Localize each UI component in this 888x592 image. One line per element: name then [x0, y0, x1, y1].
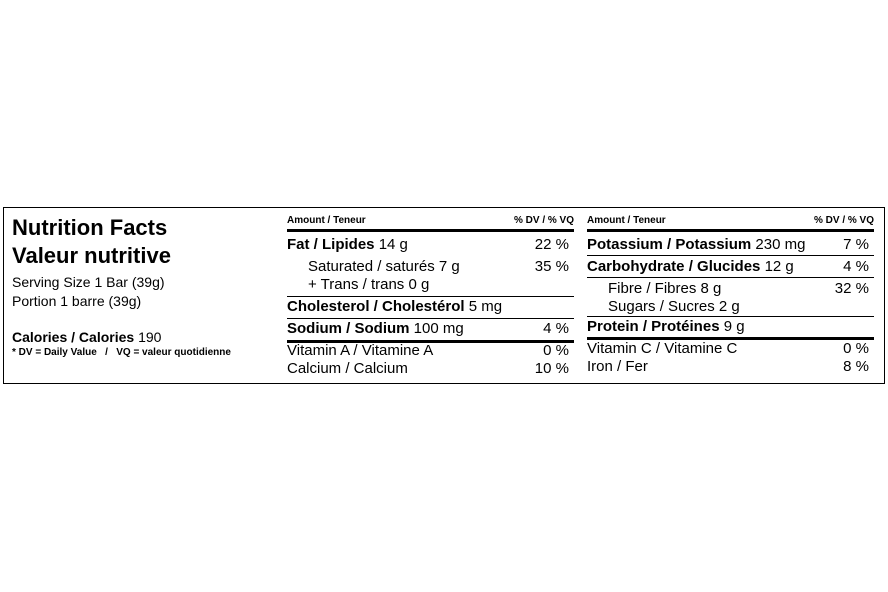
potassium-dv: 7 % — [843, 236, 869, 253]
col2-rule-2 — [587, 277, 874, 278]
cholesterol-amount: 5 mg — [468, 298, 503, 315]
potassium-label: Potassium / Potassium — [587, 236, 752, 253]
calories-label: Calories / Calories — [12, 329, 135, 345]
col2-amount-header: Amount / Teneur — [587, 215, 666, 226]
fibre-label: Fibre / Fibres 8 g — [608, 280, 722, 297]
col1-rule-1 — [287, 296, 574, 297]
title-french: Valeur nutritive — [12, 243, 171, 268]
fat-row — [287, 237, 408, 252]
vitamin-c-label: Vitamin C / Vitamine C — [587, 340, 738, 357]
col1-rule-2 — [287, 318, 574, 319]
sodium-row — [287, 321, 464, 336]
fat-amount: 14 g — [378, 236, 408, 253]
potassium-row — [587, 237, 805, 252]
vitamin-c-dv: 0 % — [843, 340, 869, 357]
sugars-label: Sugars / Sucres 2 g — [608, 298, 740, 315]
cholesterol-row — [287, 299, 502, 314]
col2-rule-3 — [587, 316, 874, 317]
fat-dv: 22 % — [534, 236, 569, 253]
col2-rule-1 — [587, 255, 874, 256]
col1-dv-header: % DV / % VQ — [513, 215, 574, 226]
vitamin-a-dv: 0 % — [543, 342, 569, 359]
protein-amount: 9 g — [723, 318, 745, 335]
col1-amount-header: Amount / Teneur — [287, 215, 366, 226]
cholesterol-label: Cholesterol / Cholestérol — [287, 298, 465, 315]
saturated-dv: 35 % — [534, 258, 569, 275]
serving-size-french: Portion 1 barre (39g) — [12, 293, 142, 309]
calories-value: 190 — [138, 329, 162, 345]
sodium-label: Sodium / Sodium — [287, 320, 410, 337]
fibre-dv: 32 % — [834, 280, 869, 297]
col2-thick-rule — [587, 229, 874, 232]
iron-dv: 8 % — [843, 358, 869, 375]
sodium-dv: 4 % — [543, 320, 569, 337]
trans-label: + Trans / trans 0 g — [308, 276, 430, 293]
carbohydrate-amount: 12 g — [764, 258, 794, 275]
potassium-amount: 230 mg — [755, 236, 806, 253]
protein-row — [587, 319, 745, 334]
calcium-dv: 10 % — [534, 360, 569, 377]
sodium-amount: 100 mg — [413, 320, 464, 337]
protein-label: Protein / Protéines — [587, 318, 720, 335]
fat-label: Fat / Lipides — [287, 236, 375, 253]
carbohydrate-dv: 4 % — [843, 258, 869, 275]
serving-size-english: Serving Size 1 Bar (39g) — [12, 274, 165, 290]
carbohydrate-label: Carbohydrate / Glucides — [587, 258, 761, 275]
saturated-label: Saturated / saturés 7 g — [308, 258, 460, 275]
col2-dv-header: % DV / % VQ — [813, 215, 874, 226]
calcium-label: Calcium / Calcium — [287, 360, 408, 377]
footnote: * DV = Daily Value / VQ = valeur quotidienne — [12, 347, 231, 358]
title-english: Nutrition Facts — [12, 215, 168, 240]
calories-row — [12, 330, 161, 344]
vitamin-a-label: Vitamin A / Vitamine A — [287, 342, 434, 359]
col1-thick-rule — [287, 229, 574, 232]
carbohydrate-row — [587, 259, 794, 274]
iron-label: Iron / Fer — [587, 358, 648, 375]
